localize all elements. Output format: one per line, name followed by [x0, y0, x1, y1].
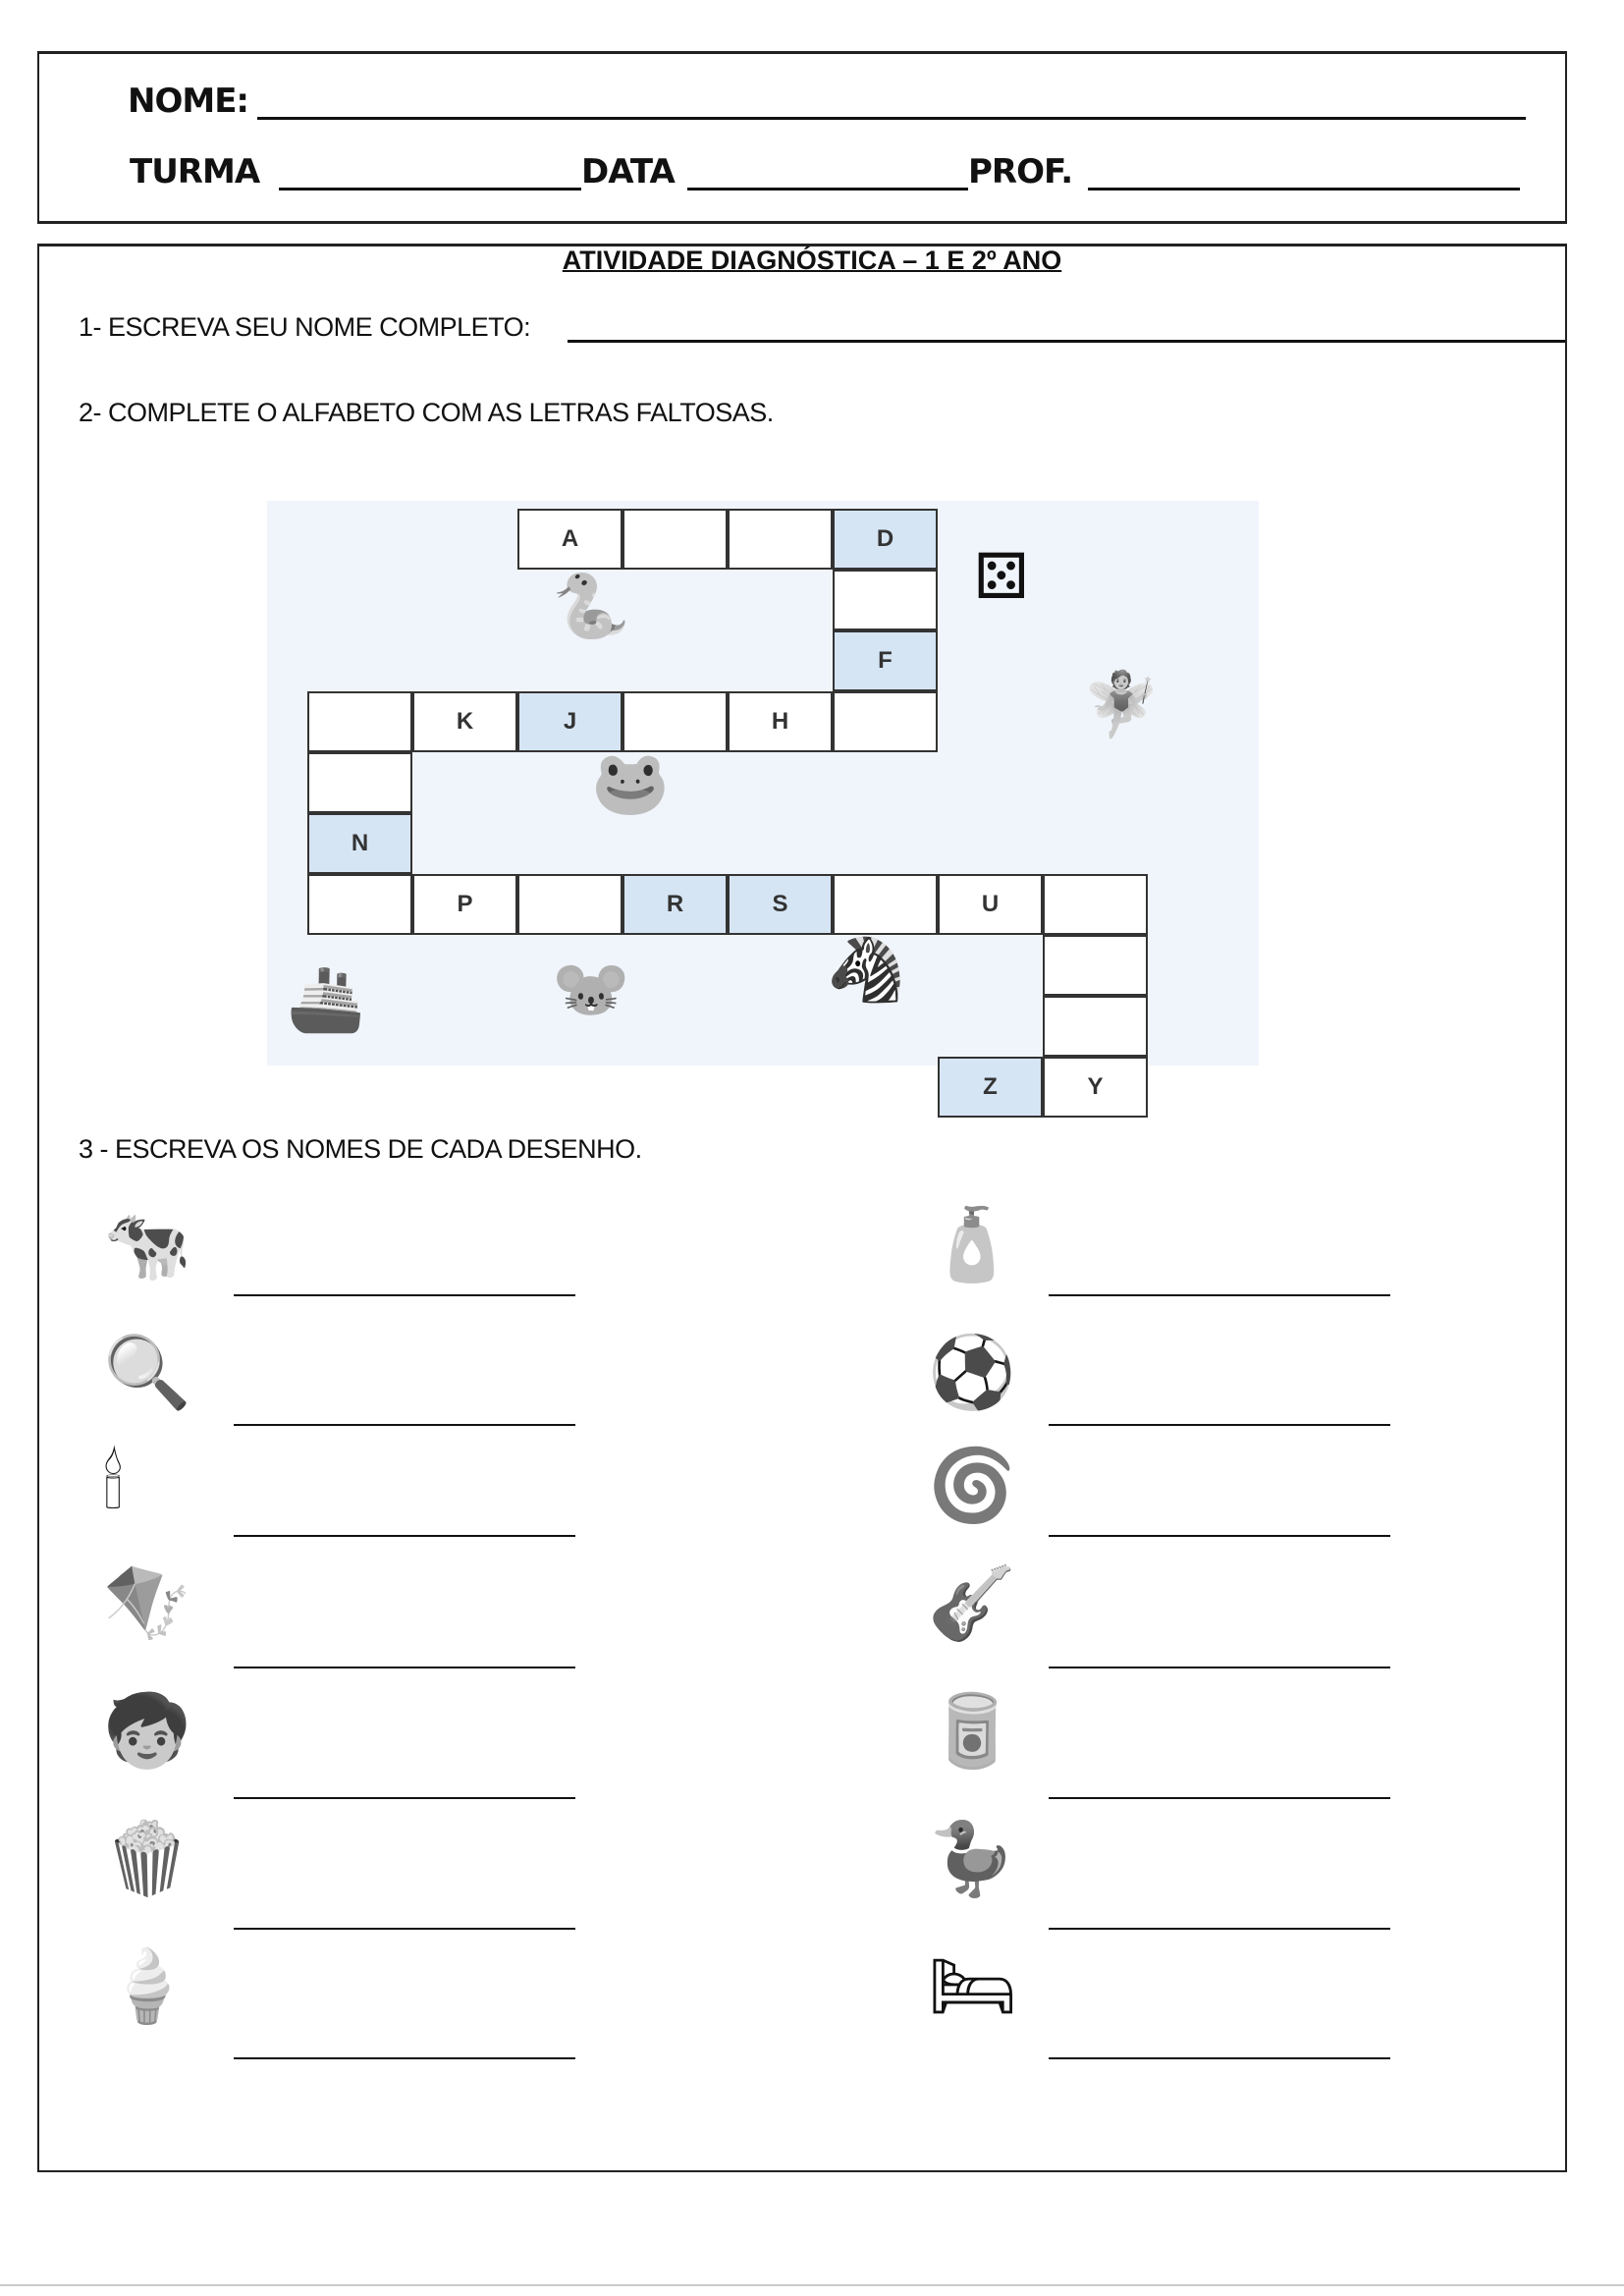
frog-icon: 🐸	[591, 747, 670, 818]
class-field[interactable]	[279, 188, 581, 191]
answer-line-guitar[interactable]	[1049, 1667, 1390, 1668]
class-label: TURMA	[130, 152, 260, 191]
ball-icon: ⚽	[928, 1334, 1016, 1412]
alphabet-cell-l[interactable]	[307, 691, 412, 752]
alphabet-cell-o[interactable]	[307, 874, 412, 935]
alphabet-cell-e[interactable]	[833, 570, 938, 630]
mouse-icon: 🐭	[552, 954, 630, 1024]
alphabet-cell-s: S	[728, 874, 833, 935]
alphabet-cell-p: P	[412, 874, 517, 935]
alphabet-cell-d: D	[833, 509, 938, 570]
alphabet-cell-h: H	[728, 691, 833, 752]
magnifier-icon: 🔍	[103, 1334, 191, 1412]
alphabet-cell-g[interactable]	[833, 691, 938, 752]
answer-line-ball[interactable]	[1049, 1424, 1390, 1426]
question-1: 1- ESCREVA SEU NOME COMPLETO:	[79, 312, 531, 342]
dice-icon: ⚄	[974, 541, 1029, 612]
alphabet-cell-t[interactable]	[833, 874, 938, 935]
answer-line-duck[interactable]	[1049, 1928, 1390, 1930]
popcorn-icon: 🍿	[103, 1820, 191, 1898]
alphabet-cell-a: A	[517, 509, 623, 570]
candle-icon: 🕯	[103, 1445, 124, 1523]
answer-line-cow[interactable]	[234, 1294, 575, 1296]
alphabet-cell-q[interactable]	[517, 874, 623, 935]
alphabet-cell-r: R	[623, 874, 728, 935]
alphabet-cell-n: N	[307, 813, 412, 874]
answer-line-doll[interactable]	[234, 1797, 575, 1799]
answer-line-popsicle[interactable]	[234, 2057, 575, 2059]
alphabet-cell-x[interactable]	[1043, 996, 1148, 1057]
date-label: DATA	[581, 152, 675, 191]
question-3: 3 - ESCREVA OS NOMES DE CADA DESENHO.	[79, 1134, 642, 1164]
fairy-icon: 🧚	[1082, 669, 1161, 739]
ship-icon: 🚢	[287, 963, 365, 1034]
full-name-field[interactable]	[568, 340, 1565, 343]
kite-icon: 🪁	[103, 1564, 191, 1643]
name-field[interactable]	[257, 117, 1526, 120]
alphabet-cell-j: J	[517, 691, 623, 752]
teacher-field[interactable]	[1088, 188, 1520, 191]
alphabet-cell-i[interactable]	[623, 691, 728, 752]
alphabet-cell-k: K	[412, 691, 517, 752]
doll-icon: 🧒	[103, 1692, 191, 1771]
alphabet-grid	[267, 501, 1259, 1100]
guitar-icon: 🎸	[928, 1564, 1016, 1643]
alphabet-cell-b[interactable]	[623, 509, 728, 570]
alphabet-cell-u: U	[938, 874, 1043, 935]
can-icon: 🥫	[928, 1692, 1016, 1771]
alphabet-cell-f: F	[833, 630, 938, 691]
answer-line-bed[interactable]	[1049, 2057, 1390, 2059]
answer-line-spring[interactable]	[1049, 1535, 1390, 1537]
answer-line-glue[interactable]	[1049, 1294, 1390, 1296]
alphabet-cell-z: Z	[938, 1057, 1043, 1118]
snake-icon: 🐍	[552, 571, 630, 641]
teacher-label: PROF.	[968, 152, 1073, 191]
bed-icon: 🛏	[928, 1947, 1018, 2026]
header-box	[37, 51, 1567, 224]
alphabet-cell-y: Y	[1043, 1057, 1148, 1118]
alphabet-cell-w[interactable]	[1043, 935, 1148, 996]
answer-line-can[interactable]	[1049, 1797, 1390, 1799]
zebra-icon: 🦓	[827, 934, 905, 1005]
alphabet-cell-c[interactable]	[728, 509, 833, 570]
spring-icon: 🌀	[928, 1447, 1016, 1525]
alphabet-cell-m[interactable]	[307, 752, 412, 813]
activity-title-text: ATIVIDADE DIAGNÓSTICA – 1 E 2º ANO	[562, 246, 1062, 275]
popsicle-icon: 🍦	[103, 1947, 191, 2026]
answer-line-candle[interactable]	[234, 1535, 575, 1537]
duck-icon: 🦆	[928, 1820, 1016, 1898]
name-label: NOME:	[128, 82, 249, 121]
cow-icon: 🐄	[103, 1206, 191, 1285]
alphabet-cell-v[interactable]	[1043, 874, 1148, 935]
date-field[interactable]	[687, 188, 968, 191]
answer-line-magnifier[interactable]	[234, 1424, 575, 1426]
question-2: 2- COMPLETE O ALFABETO COM AS LETRAS FALTOSAS.	[79, 398, 774, 427]
glue-icon: 🧴	[928, 1206, 1016, 1285]
answer-line-kite[interactable]	[234, 1667, 575, 1668]
answer-line-popcorn[interactable]	[234, 1928, 575, 1930]
page-bottom-divider	[0, 2284, 1624, 2286]
